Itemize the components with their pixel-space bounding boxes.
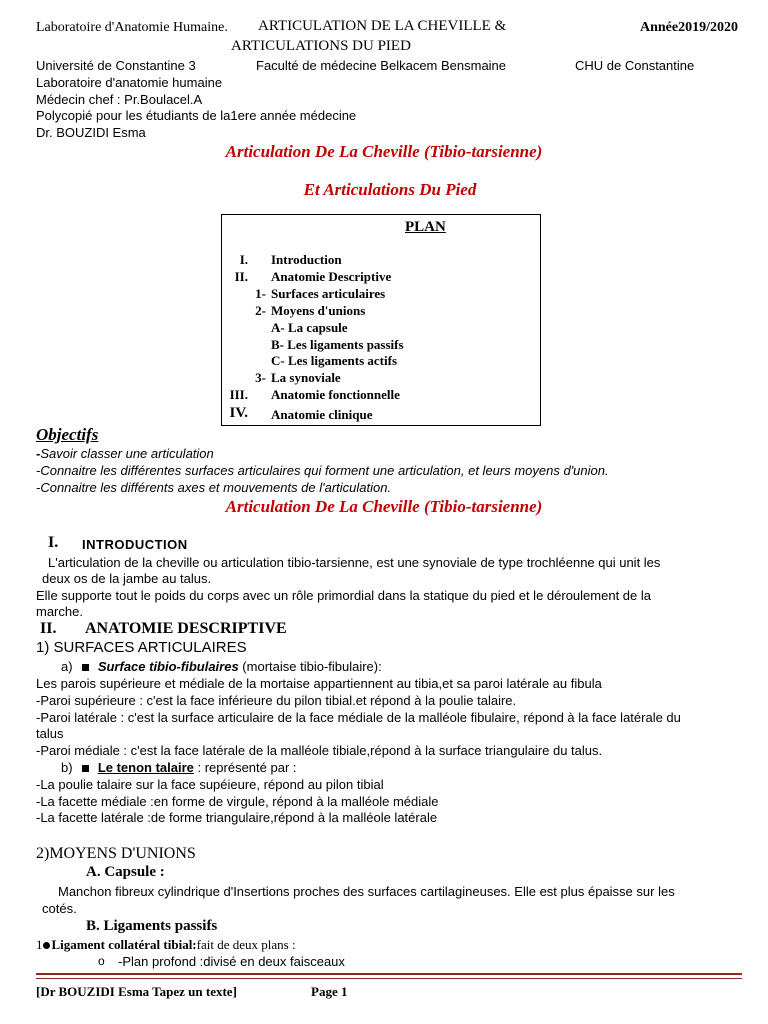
anat-a-line-1: Les parois supérieure et médiale de la mortaise appartiennent au tibia,et sa paroi latérale au fibula [36,676,602,691]
anat-a-line-4: talus [36,726,64,741]
anat-a-line-3: -Paroi latérale : c'est la surface articulaire de la face médiale de la malléole fibulaire, répond à la face latérale du [36,710,681,725]
footer-page: Page 1 [311,984,348,999]
capsule-line-1: Manchon fibreux cylindrique d'Insertions proches des surfaces cartilagineuses. Elle est plus épaisse sur les [58,884,675,899]
intro-p1-line2: deux os de la jambe au talus. [42,571,212,586]
capsule-line-2: cotés. [42,901,77,916]
plan-item-label: La synoviale [271,370,341,385]
plan-item-number: 2- [255,303,266,318]
anat-b-label: b) [61,760,73,775]
anat-a-line-2: -Paroi supérieure : c'est la face inférieure du pilon tibial.et répond à la poulie talaire. [36,693,517,708]
anat-a-rest: (mortaise tibio-fibulaire): [238,659,382,674]
plan-item-number: I. [239,252,248,267]
footer-rule-thick [36,973,742,975]
footer-left: [Dr BOUZIDI Esma Tapez un texte] [36,984,237,999]
section-title: Articulation De La Cheville (Tibio-tarsienne) [225,497,543,516]
meta-university: Université de Constantine 3 [36,58,196,73]
objectif-item-3: -Connaitre les différents axes et mouvements de l'articulation. [36,480,392,495]
anat-a-line [61,659,382,674]
anat-b-title: Le tenon talaire [97,760,194,775]
ligament-1-title: Ligament collatéral tibial: [51,937,197,952]
ligaments-heading: B. Ligaments passifs [86,918,218,934]
plan-item-label: A- La capsule [271,320,348,335]
meta-author: Dr. BOUZIDI Esma [36,125,146,140]
ligament-1-rest: fait de deux plans : [196,937,296,952]
plan-item-number: 3- [255,370,266,385]
square-bullet-icon [82,765,89,772]
objectif-text-1: Savoir classer une articulation [40,446,214,461]
objectif-item-1 [36,446,214,461]
intro-heading: INTRODUCTION [82,537,188,552]
anat-a-title: Surface tibio-fibulaires [97,659,239,674]
anat-heading: ANATOMIE DESCRIPTIVE [85,620,287,637]
objectifs-title: Objectifs [36,425,99,444]
header-year: Année2019/2020 [640,20,738,35]
anat-b-rest: : représenté par : [193,760,297,775]
anat-b-line [61,760,297,775]
header-title-line1: ARTICULATION DE LA CHEVILLE & [258,18,507,34]
meta-chu: CHU de Constantine [575,58,695,73]
meta-chief: Médecin chef : Pr.Boulacel.A [36,92,203,107]
moyens-heading: 2)MOYENS D'UNIONS [36,845,196,862]
ligament-1-num: 1 [36,937,43,952]
plan-item-label: Anatomie Descriptive [271,269,392,284]
plan-item-number: IV. [229,405,248,421]
ligament-1-sub: -Plan profond :divisé en deux faisceaux [118,954,345,969]
anat-sub1: 1) SURFACES ARTICULAIRES [36,639,247,656]
plan-item-number: 1- [255,286,266,301]
ligament-1-line [36,937,296,953]
plan-item-label: C- Les ligaments actifs [271,353,398,368]
plan-item-label: B- Les ligaments passifs [271,337,404,352]
plan-item-number: II. [234,269,248,284]
anat-b-line-1: -La poulie talaire sur la face supéieure, répond au pilon tibial [36,777,384,792]
intro-p2-line2: marche. [36,604,83,619]
anat-num: II. [40,620,57,637]
round-bullet-icon [43,942,50,949]
plan-item-label: Surfaces articulaires [271,286,386,301]
meta-faculty: Faculté de médecine Belkacem Bensmaine [256,58,507,73]
plan-item-label: Anatomie fonctionnelle [271,387,400,402]
objectif-item-2: -Connaitre les différentes surfaces articulaires qui forment une articulation, et leurs moyens d'union. [36,463,609,478]
main-title-2: Et Articulations Du Pied [303,180,477,199]
intro-p1-line1: L'articulation de la cheville ou articulation tibio-tarsienne, est une synoviale de type trochléenne qui unit les [48,555,661,570]
ligament-1-sub-marker: o [98,954,105,968]
meta-lab: Laboratoire d'anatomie humaine [36,75,223,90]
header-lab: Laboratoire d'Anatomie Humaine. [36,20,228,35]
plan-item-label: Anatomie clinique [271,407,373,422]
anat-a-line-5: -Paroi médiale : c'est la face latérale de la malléole tibiale,répond à la surface triangulaire du talus. [36,743,603,758]
plan-title: PLAN [405,219,446,235]
objectif-dash: - [36,446,41,461]
plan-item-label: Moyens d'unions [271,303,366,318]
capsule-heading: A. Capsule : [86,864,165,880]
plan-item-label: Introduction [271,252,342,267]
anat-b-line-2: -La facette médiale :en forme de virgule, répond à la malléole médiale [36,794,439,809]
footer-rule-thin [36,978,742,979]
intro-num: I. [48,534,59,551]
anat-a-label: a) [61,659,73,674]
header-title-line2: ARTICULATIONS DU PIED [231,38,411,54]
plan-item-number: III. [229,387,248,402]
intro-p2-line1: Elle supporte tout le poids du corps avec un rôle primordial dans la statique du pied et le déroulement de la [36,588,651,603]
square-bullet-icon [82,664,89,671]
main-title-1: Articulation De La Cheville (Tibio-tarsienne) [225,142,543,161]
anat-b-line-3: -La facette latérale :de forme triangulaire,répond à la malléole latérale [36,810,438,825]
meta-polycopie: Polycopié pour les étudiants de la1ere année médecine [36,108,357,123]
